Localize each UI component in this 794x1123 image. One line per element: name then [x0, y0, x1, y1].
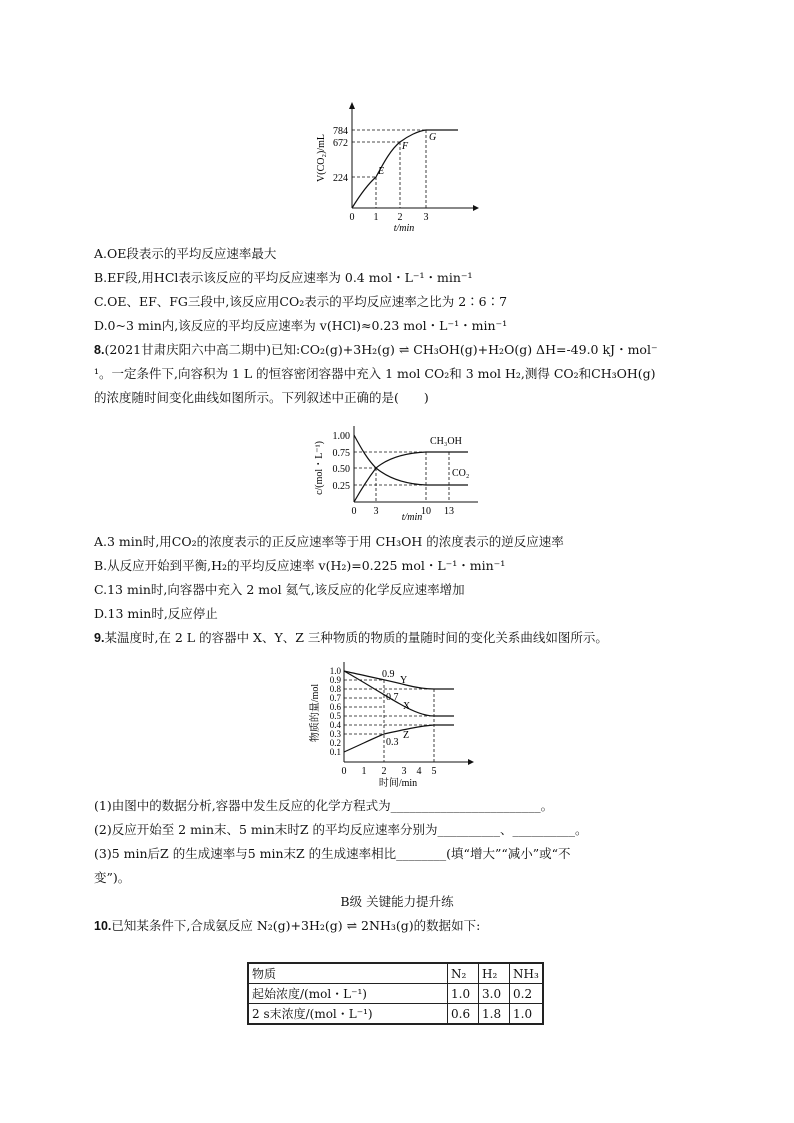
x-tick: 2 [397, 212, 403, 223]
question-number: 9. [94, 631, 105, 645]
x-axis-label: 时间/min [378, 778, 418, 789]
q10-stem-line [94, 918, 480, 934]
y-tick: 672 [333, 138, 348, 149]
table-row [248, 1004, 543, 1025]
point-label-f: F [402, 141, 409, 152]
q9-sub-2: (2)反应开始至 2 min末、5 min末时Z 的平均反应速率分别为__________、__________。 [94, 822, 588, 837]
table-header-cell: N₂ [448, 963, 479, 984]
figure-amount-chart [306, 658, 482, 790]
x-tick: 1 [361, 766, 367, 777]
x-tick: 2 [381, 766, 387, 777]
annotation: 0.3 [386, 737, 399, 748]
figure-co2-volume-chart [308, 100, 480, 232]
figure-concentration-chart [308, 422, 494, 522]
y-tick: 0.2 [329, 738, 341, 748]
x-tick: 4 [416, 766, 422, 777]
q9-stem: 某温度时,在 2 L 的容器中 X、Y、Z 三种物质的物质的量随时间的变化关系曲线如图所示。 [104, 630, 608, 645]
x-tick: 3 [373, 506, 379, 517]
point-label-g: G [429, 132, 437, 143]
annotation-z: Z [403, 730, 410, 741]
y-tick: 0.7 [329, 693, 341, 703]
question-number: 10. [94, 919, 112, 933]
table-cell: 3.0 [479, 984, 510, 1004]
x-axis-label: t/min [401, 512, 423, 522]
y-tick: 0.6 [329, 702, 341, 712]
y-tick: 0.5 [329, 711, 341, 721]
annotation-x: X [403, 701, 411, 712]
y-tick: 0.75 [332, 448, 350, 459]
y-tick: 0.50 [332, 464, 350, 475]
q8-line-3: 的浓度随时间变化曲线如图所示。下列叙述中正确的是( ) [94, 390, 429, 405]
q9-sub-1: (1)由图中的数据分析,容器中发生反应的化学方程式为________________________。 [94, 798, 554, 813]
table-cell: 0.6 [448, 1004, 479, 1025]
q8-stem-1: (2021甘肃庆阳六中高二期中)已知:CO₂(g)+3H₂(g) ⇌ CH₃OH(g)+H₂O(g) ΔH=-49.0 kJ・mol⁻ [104, 342, 658, 357]
q8-line-1 [94, 342, 658, 358]
series-label-ch3oh: CH₃OH [430, 436, 462, 447]
q8-option-c: C.13 min时,向容器中充入 2 mol 氦气,该反应的化学反应速率增加 [94, 582, 465, 597]
y-axis-label: 物质的量/mol [310, 683, 321, 743]
table-cell: 1.0 [448, 984, 479, 1004]
x-tick: 0 [351, 506, 357, 517]
x-tick: 13 [444, 506, 454, 517]
question-number: 8. [94, 343, 105, 357]
table-cell: 起始浓度/(mol・L⁻¹) [248, 984, 448, 1004]
annotation: 0.9 [382, 669, 395, 680]
x-tick: 0 [349, 212, 355, 223]
y-tick: 784 [333, 126, 348, 137]
ch3oh-curve [354, 452, 468, 502]
table-header-cell: 物质 [248, 963, 448, 984]
point-label-e: E [378, 166, 385, 177]
q9-stem-line [94, 630, 608, 646]
y-tick: 0.1 [329, 747, 341, 757]
table-cell: 1.0 [510, 1004, 544, 1025]
q8-option-a: A.3 min时,用CO₂的浓度表示的正反应速率等于用 CH₃OH 的浓度表示的逆反应速率 [94, 534, 564, 549]
table-row [248, 984, 543, 1004]
y-tick: 1.00 [332, 431, 350, 442]
y-tick: 0.3 [329, 729, 341, 739]
q8-option-d: D.13 min时,反应停止 [94, 606, 218, 621]
x-tick: 0 [341, 766, 347, 777]
y-tick: 224 [333, 173, 348, 184]
y-tick: 0.9 [329, 675, 341, 685]
y-tick: 0.4 [329, 720, 341, 730]
x-axis-label: t/min [393, 223, 415, 232]
q7-option-c: C.OE、EF、FG三段中,该反应用CO₂表示的平均反应速率之比为 2∶6∶7 [94, 294, 508, 309]
y-axis-label: c/(mol・L⁻¹) [314, 441, 325, 495]
table-header-cell: H₂ [479, 963, 510, 984]
q8-option-b: B.从反应开始到平衡,H₂的平均反应速率 v(H₂)=0.225 mol・L⁻¹・min⁻¹ [94, 558, 506, 573]
y-tick: 0.8 [329, 684, 341, 694]
series-label-co2: CO₂ [452, 468, 470, 479]
annotation-y: Y [400, 675, 408, 686]
q9-sub-3b: 变”)。 [94, 870, 131, 885]
x-curve [344, 671, 454, 716]
q8-line-2: ¹。一定条件下,向容积为 1 L 的恒容密闭容器中充入 1 mol CO₂和 3 mol H₂,测得 CO₂和CH₃OH(g) [94, 366, 656, 381]
q7-option-a: A.OE段表示的平均反应速率最大 [94, 246, 277, 261]
q9-sub-3a: (3)5 min后Z 的生成速率与5 min末Z 的生成速率相比________(填“增大”“减小”或“不 [94, 846, 571, 861]
table-cell: 2 s末浓度/(mol・L⁻¹) [248, 1004, 448, 1025]
annotation: 0.7 [386, 692, 399, 703]
x-tick: 10 [421, 506, 431, 517]
x-tick: 3 [423, 212, 429, 223]
table-cell: 1.8 [479, 1004, 510, 1025]
y-tick: 1.0 [329, 666, 341, 676]
q7-option-b: B.EF段,用HCl表示该反应的平均反应速率为 0.4 mol・L⁻¹・min⁻¹ [94, 270, 473, 285]
y-tick: 0.25 [332, 481, 350, 492]
x-tick: 3 [401, 766, 407, 777]
table-header-cell: NH₃ [510, 963, 544, 984]
z-curve [344, 725, 454, 752]
x-tick: 1 [373, 212, 379, 223]
section-title-b: B级 关键能力提升练 [340, 894, 454, 909]
x-tick: 5 [431, 766, 437, 777]
ammonia-data-table [247, 962, 544, 1025]
q7-option-d: D.0~3 min内,该反应的平均反应速率为 v(HCl)≈0.23 mol・L⁻¹・min⁻¹ [94, 318, 508, 333]
y-axis-label: V(CO₂)/mL [316, 134, 327, 182]
table-cell: 0.2 [510, 984, 544, 1004]
q10-stem: 已知某条件下,合成氨反应 N₂(g)+3H₂(g) ⇌ 2NH₃(g)的数据如下: [111, 918, 481, 933]
table-header-row [248, 963, 543, 984]
